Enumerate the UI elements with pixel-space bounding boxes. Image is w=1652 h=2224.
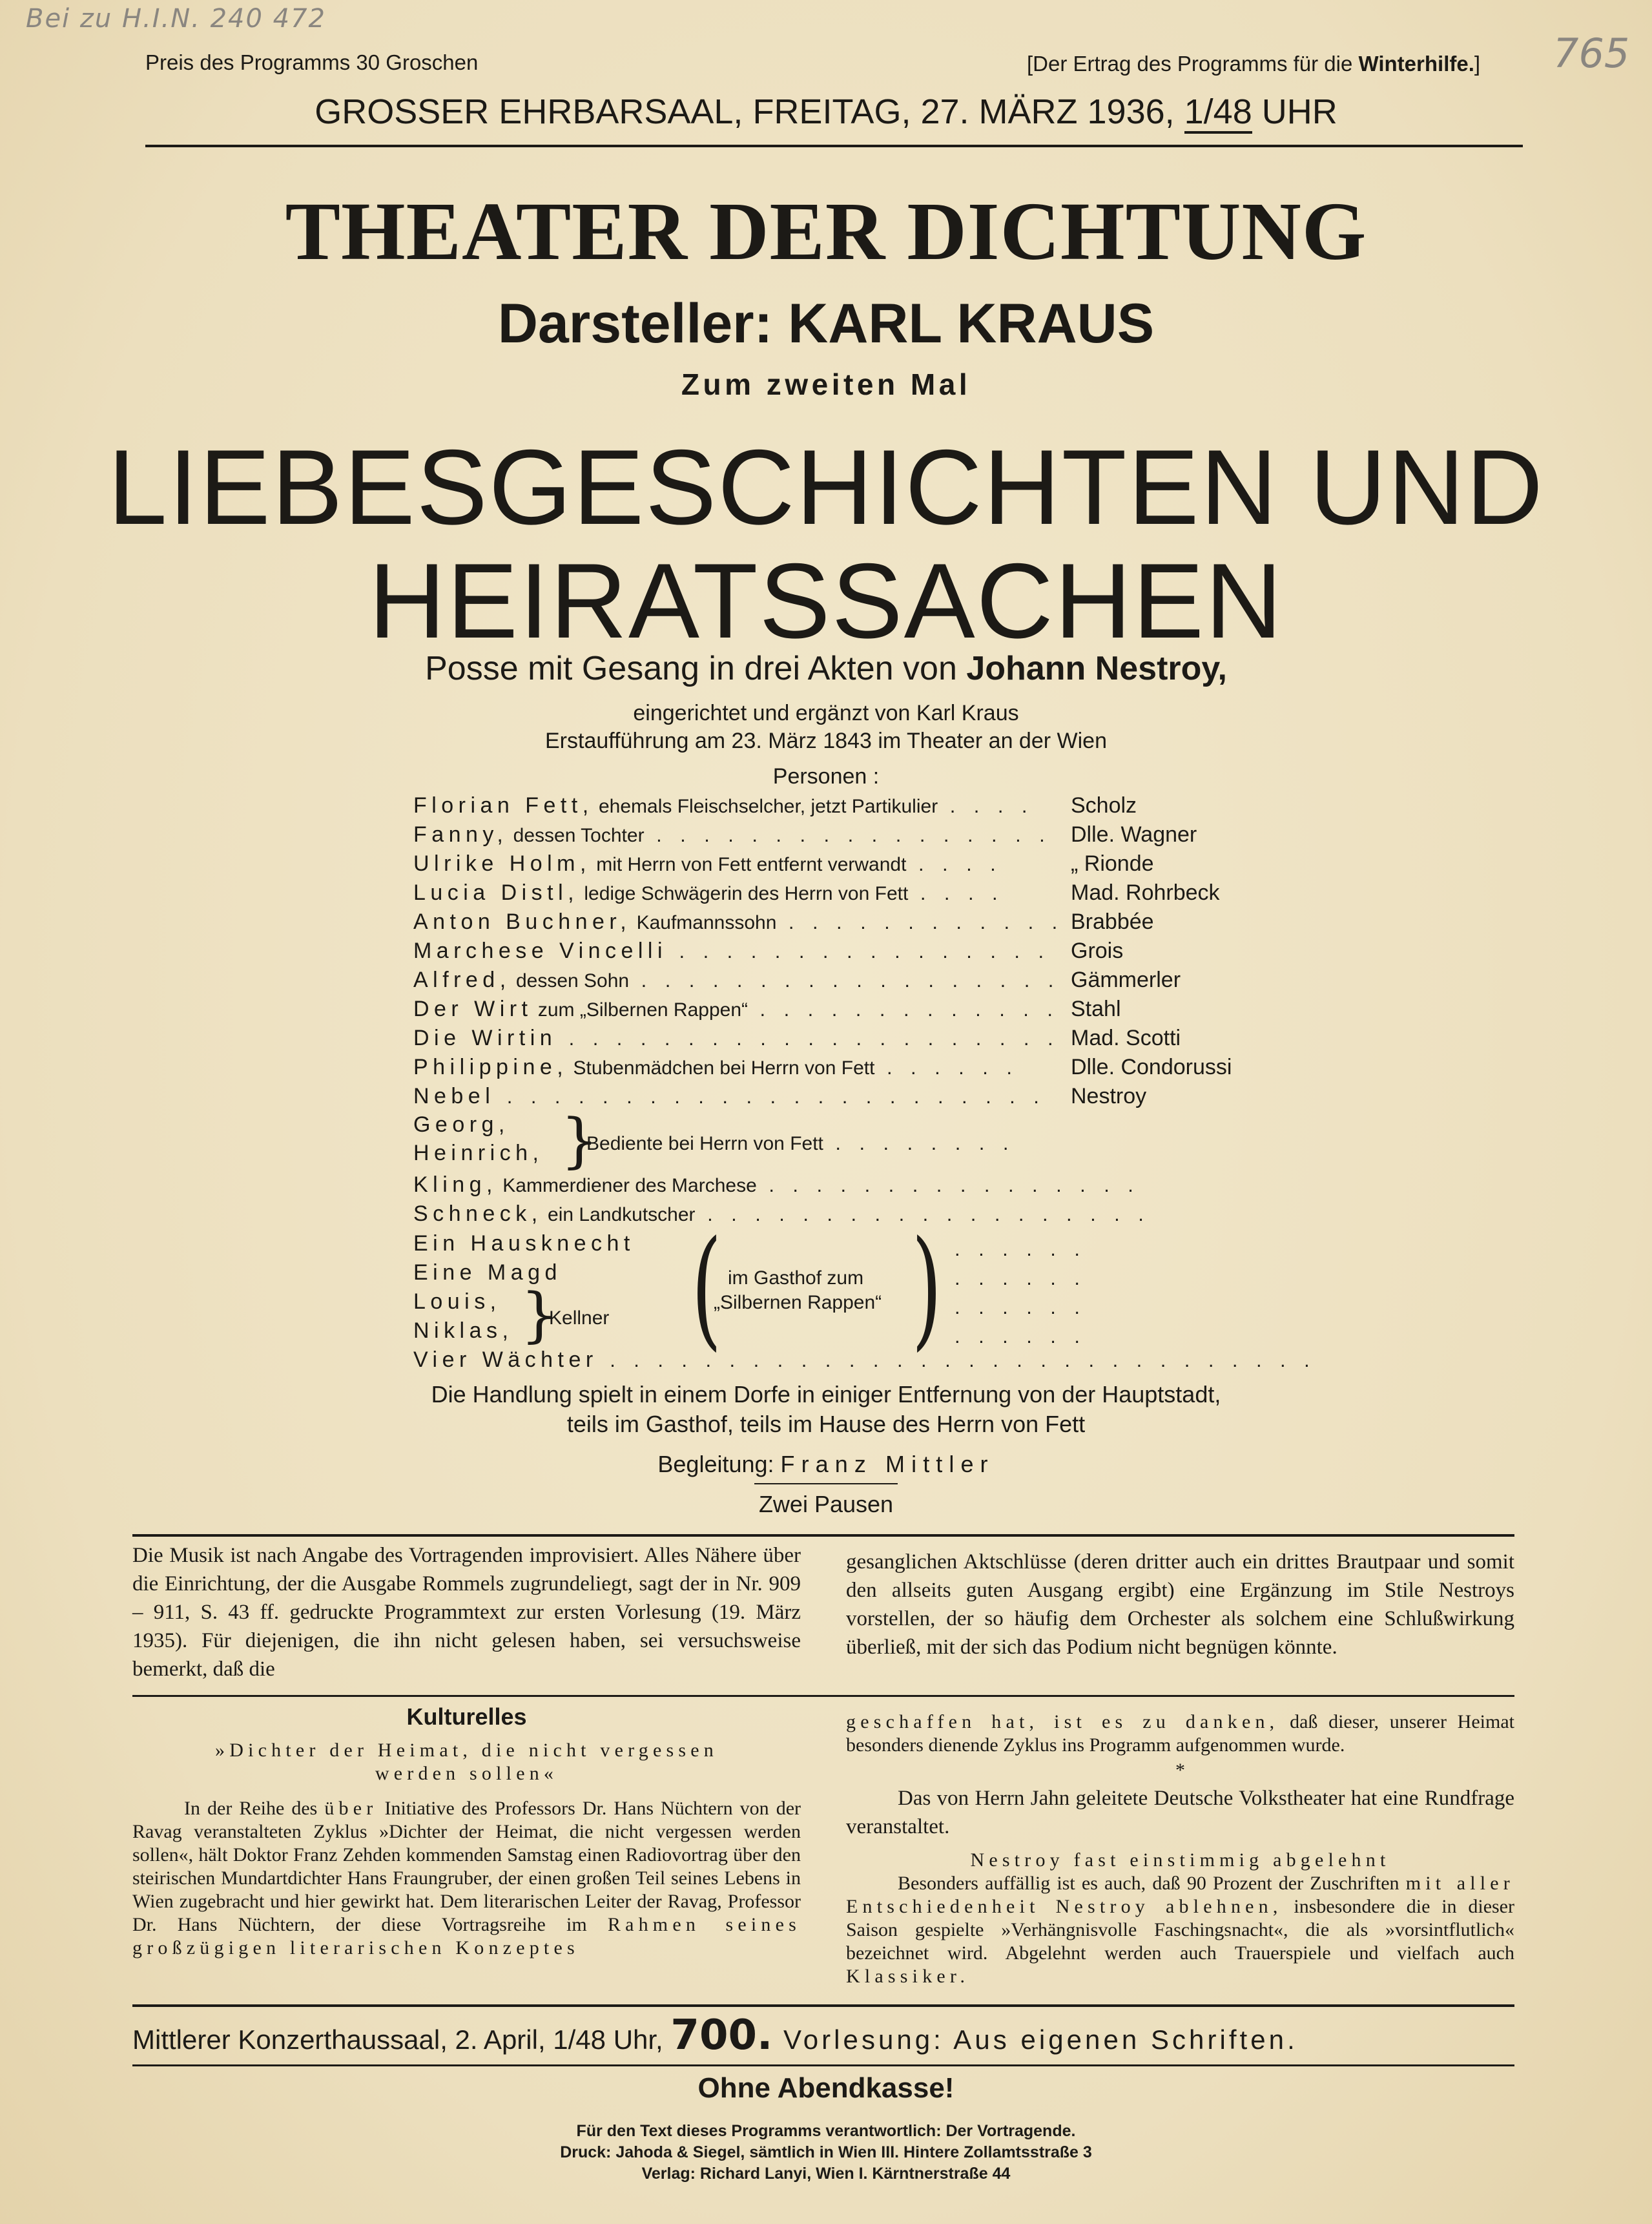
- cast-name-heinrich: Heinrich,: [413, 1141, 544, 1165]
- cast-actor: Dlle. Wagner: [1071, 822, 1197, 847]
- cast-leader-dots: . . . .: [938, 795, 1034, 817]
- cast-hausknecht: Ein Hausknecht: [413, 1231, 635, 1256]
- occasion-line: Zum zweiten Mal: [681, 368, 971, 401]
- premiere-line: Erstaufführung am 23. März 1843 im Theater an der Wien: [545, 729, 1107, 753]
- kulturelles-quote: »Dichter der Heimat, die nicht vergessen werden sollen«: [215, 1740, 718, 1784]
- cast-name: Philippine,: [413, 1055, 568, 1079]
- proceeds-note: [Der Ertrag des Programms für die Winterhilfe.]: [1027, 52, 1481, 76]
- cast-row-waechter: Vier Wächter . . . . . . . . . . . . . . . . . . . . . . . . . . . . . .: [413, 1347, 1316, 1372]
- cast-row: [413, 968, 1060, 993]
- asterisk-divider: *: [1175, 1760, 1185, 1781]
- accompaniment-line: Begleitung: Franz Mittler: [657, 1451, 995, 1477]
- cast-name: Anton Buchner,: [413, 909, 632, 934]
- series-title: THEATER DER DICHTUNG: [285, 185, 1367, 277]
- cast-description: mit Herrn von Fett entfernt verwandt: [590, 854, 907, 875]
- small-rule: [754, 1483, 898, 1484]
- cast-actor: Grois: [1071, 939, 1124, 963]
- cast-leader-dots: . . . . . . . . . . . . . . . . .: [644, 824, 1051, 846]
- cast-leader-dots: . . . . . . . . . . . . . . . . . . . . . . .: [495, 1085, 1046, 1108]
- cast-description: Stubenmädchen bei Herrn von Fett: [568, 1057, 875, 1079]
- cast-louis: Louis,: [413, 1289, 501, 1314]
- note-top-rule: [132, 1534, 1514, 1537]
- setting-line-2: teils im Gasthof, teils im Hause des Herrn von Fett: [566, 1411, 1086, 1437]
- cast-leader-dots: . . . .: [906, 853, 1002, 875]
- cast-row: [413, 880, 1004, 906]
- cast-name: Nebel: [413, 1084, 495, 1108]
- cast-actor: Gämmerler: [1071, 968, 1181, 992]
- genre-line: Posse mit Gesang in drei Akten von Johann Nestroy,: [425, 650, 1227, 687]
- persons-heading: Personen :: [772, 764, 880, 789]
- cast-name: Lucia Distl,: [413, 880, 579, 905]
- cast-row: [413, 822, 1051, 847]
- kulturelles-right-top: geschaffen hat, ist es zu danken, daß dieser, unserer Heimat besonders dienende Zyklus ins Programm aufgenommen wurde.: [846, 1711, 1514, 1756]
- note-right-column: gesanglichen Aktschlüsse (deren dritter auch ein drittes Brautpaar und somit den allseits guten Ausgang ergibt) eine Ergänzung im Stile Nestroys vorstellen, der so häufig dem Orchester als solchem eine Schlußwirkung überließ, mit der sich das Podium nicht begnügen könnte.: [846, 1550, 1514, 1659]
- cast-row: [413, 997, 1059, 1022]
- pauses-line: Zwei Pausen: [758, 1491, 894, 1517]
- cast-actor: Brabbée: [1071, 909, 1154, 934]
- adaptation-line: eingerichtet und ergänzt von Karl Kraus: [633, 701, 1019, 725]
- performer-line: Darsteller: KARL KRAUS: [497, 293, 1155, 355]
- cast-leader-dots: . . . . . . . . . . . . .: [748, 998, 1059, 1021]
- cast-name: Ulrike Holm,: [413, 851, 591, 876]
- group-dots-2: . . . . . .: [955, 1267, 1086, 1289]
- pencil-annotation-top-right: 765: [1553, 30, 1630, 77]
- nestroy-heading: Nestroy fast einstimmig abgelehnt: [970, 1849, 1390, 1871]
- cast-row: [413, 939, 1050, 964]
- cast-description: Kaufmannssohn: [631, 912, 777, 933]
- price-note: Preis des Programms 30 Groschen: [145, 50, 479, 74]
- cast-row-schneck: Schneck, ein Landkutscher . . . . . . . . . . . . . . . . . . .: [413, 1201, 1150, 1226]
- cast-name: Fanny,: [413, 822, 508, 847]
- cast-row: [413, 1084, 1046, 1109]
- brace-gasthof-right: ): [911, 1213, 942, 1364]
- group-dots-1: . . . . . .: [955, 1238, 1086, 1260]
- brace-kellner: }: [521, 1280, 559, 1349]
- cast-name: Die Wirtin: [413, 1026, 557, 1050]
- cast-description: dessen Sohn: [510, 970, 630, 992]
- cast-niklas: Niklas,: [413, 1318, 513, 1343]
- cast-description: ehemals Fleischselcher, jetzt Partikulier: [593, 796, 938, 817]
- cast-description: zum „Silbernen Rappen“: [532, 999, 749, 1021]
- brace-bediente: }: [561, 1106, 599, 1175]
- cast-gasthof-line-1: im Gasthof zum: [728, 1267, 864, 1289]
- cast-name: Florian Fett,: [413, 793, 594, 818]
- cast-leader-dots: . . . .: [908, 882, 1004, 904]
- cast-actor: Nestroy: [1071, 1084, 1147, 1108]
- next-bottom-rule: [132, 2064, 1514, 2066]
- imprint-line-2: Druck: Jahoda & Siegel, sämtlich in Wien III. Hintere Zollamtsstraße 3: [560, 2143, 1092, 2161]
- cast-description: ledige Schwägerin des Herrn von Fett: [579, 883, 909, 904]
- cast-name-georg: Georg,: [413, 1112, 510, 1137]
- cast-actor: Mad. Rohrbeck: [1071, 880, 1220, 905]
- cast-row-kling: Kling, Kammerdiener des Marchese . . . . . . . . . . . . . . . .: [413, 1172, 1140, 1197]
- venue-time: 1/48: [1184, 92, 1252, 134]
- next-top-rule: [132, 2004, 1514, 2007]
- cast-actor: Stahl: [1071, 997, 1121, 1021]
- group-dots-3: . . . . . .: [955, 1296, 1086, 1318]
- note-bottom-rule: [132, 1695, 1514, 1697]
- cast-leader-dots: . . . . . . . . . . . . . . . . . .: [629, 969, 1060, 992]
- cast-leader-dots: . . . . . . . . . . . . . . . . . . . . .: [557, 1027, 1060, 1050]
- cast-leader-dots: . . . . . . . . . . . . . . . .: [666, 940, 1051, 962]
- cast-row: [413, 1026, 1060, 1051]
- cast-leader-dots: . . . . . .: [874, 1056, 1018, 1079]
- play-title-line-1: LIEBESGESCHICHTEN UND: [107, 428, 1545, 546]
- no-box-office: Ohne Abendkasse!: [697, 2072, 955, 2104]
- venue-date-line: GROSSER EHRBARSAAL, FREITAG, 27. MÄRZ 1936, 1/48 UHR: [0, 92, 1652, 132]
- brace-gasthof-left: (: [691, 1213, 722, 1364]
- cast-name: Alfred,: [413, 968, 511, 992]
- cast-row: [413, 851, 1002, 877]
- cast-bediente: Bediente bei Herrn von Fett . . . . . . . .: [586, 1132, 1015, 1154]
- cast-row: [413, 1055, 1018, 1080]
- kulturelles-heading: Kulturelles: [406, 1703, 527, 1730]
- cast-row: [413, 909, 1064, 935]
- pencil-annotation-top-left: Bei zu H.I.N. 240 472: [26, 4, 327, 34]
- cast-actor: „ Rionde: [1071, 851, 1154, 876]
- cast-actor: Scholz: [1071, 793, 1137, 818]
- cast-name: Marchese Vincelli: [413, 939, 667, 963]
- cast-magd: Eine Magd: [413, 1260, 562, 1285]
- imprint-line-1: Für den Text dieses Programms verantwortlich: Der Vortragende.: [576, 2122, 1076, 2140]
- note-left-column: Die Musik ist nach Angabe des Vortragenden improvisiert. Alles Nähere über die Einrichtung, der die Ausgabe Rommels zugrundeliegt, sagt der in Nr. 909 – 911, S. 43 ff. gedruckte Programmtext zur ersten Vorlesung (19. März 1935). Für diejenigen, die ihn nicht gelesen haben, sei versuchsweise bemerkt, daß die: [132, 1544, 801, 1681]
- next-performance-line: Mittlerer Konzerthaussaal, 2. April, 1/48 Uhr, 700. Vorlesung: Aus eigenen Schriften.: [132, 2011, 1298, 2059]
- header-rule: [145, 145, 1523, 147]
- cast-leader-dots: . . . . . . . . . . . .: [776, 911, 1064, 933]
- play-title-line-2: HEIRATSSACHEN: [368, 541, 1284, 660]
- nestroy-body: Besonders auffällig ist es auch, daß 90 Prozent der Zuschriften mit aller Entschiedenheit Nestroy ablehnen, insbesondere die in dieser Saison gespielte »Verhängnisvolle Faschingsnacht«, die als »vorsintflutlich« bezeichnet wird. Abgelehnt werden auch Trauerspiele und vielfach auch Klassiker.: [846, 1873, 1514, 1987]
- cast-row: [413, 793, 1033, 818]
- group-dots-4: . . . . . .: [955, 1325, 1086, 1347]
- cast-description: dessen Tochter: [508, 825, 645, 846]
- imprint-line-3: Verlag: Richard Lanyi, Wien I. Kärntnerstraße 44: [641, 2165, 1011, 2183]
- cast-kellner: Kellner: [549, 1307, 610, 1329]
- volkstheater-note: Das von Herrn Jahn geleitete Deutsche Volkstheater hat eine Rundfrage veranstaltet.: [846, 1787, 1514, 1838]
- cast-name: Der Wirt: [413, 997, 533, 1021]
- cast-actor: Dlle. Condorussi: [1071, 1055, 1232, 1079]
- setting-line-1: Die Handlung spielt in einem Dorfe in einiger Entfernung von der Hauptstadt,: [431, 1381, 1221, 1408]
- cast-gasthof-line-2: „Silbernen Rappen“: [714, 1292, 882, 1313]
- kulturelles-left-body: In der Reihe des über Initiative des Professors Dr. Hans Nüchtern von der Ravag veranstalteten Zyklus »Dichter der Heimat, die nicht vergessen werden sollen«, hält Doktor Franz Zehden kommenden Samstag einen Radiovortrag über den steirischen Mundartdichter Hans Fraungruber, der einen großen Teil seines Lebens in Wien zugebracht und hier gewirkt hat. Dem literarischen Leiter der Ravag, Professor Dr. Hans Nüchtern, der diese Vortragsreihe im Rahmen seines großzügigen literarischen Konzeptes: [132, 1798, 801, 1959]
- cast-actor: Mad. Scotti: [1071, 1026, 1181, 1050]
